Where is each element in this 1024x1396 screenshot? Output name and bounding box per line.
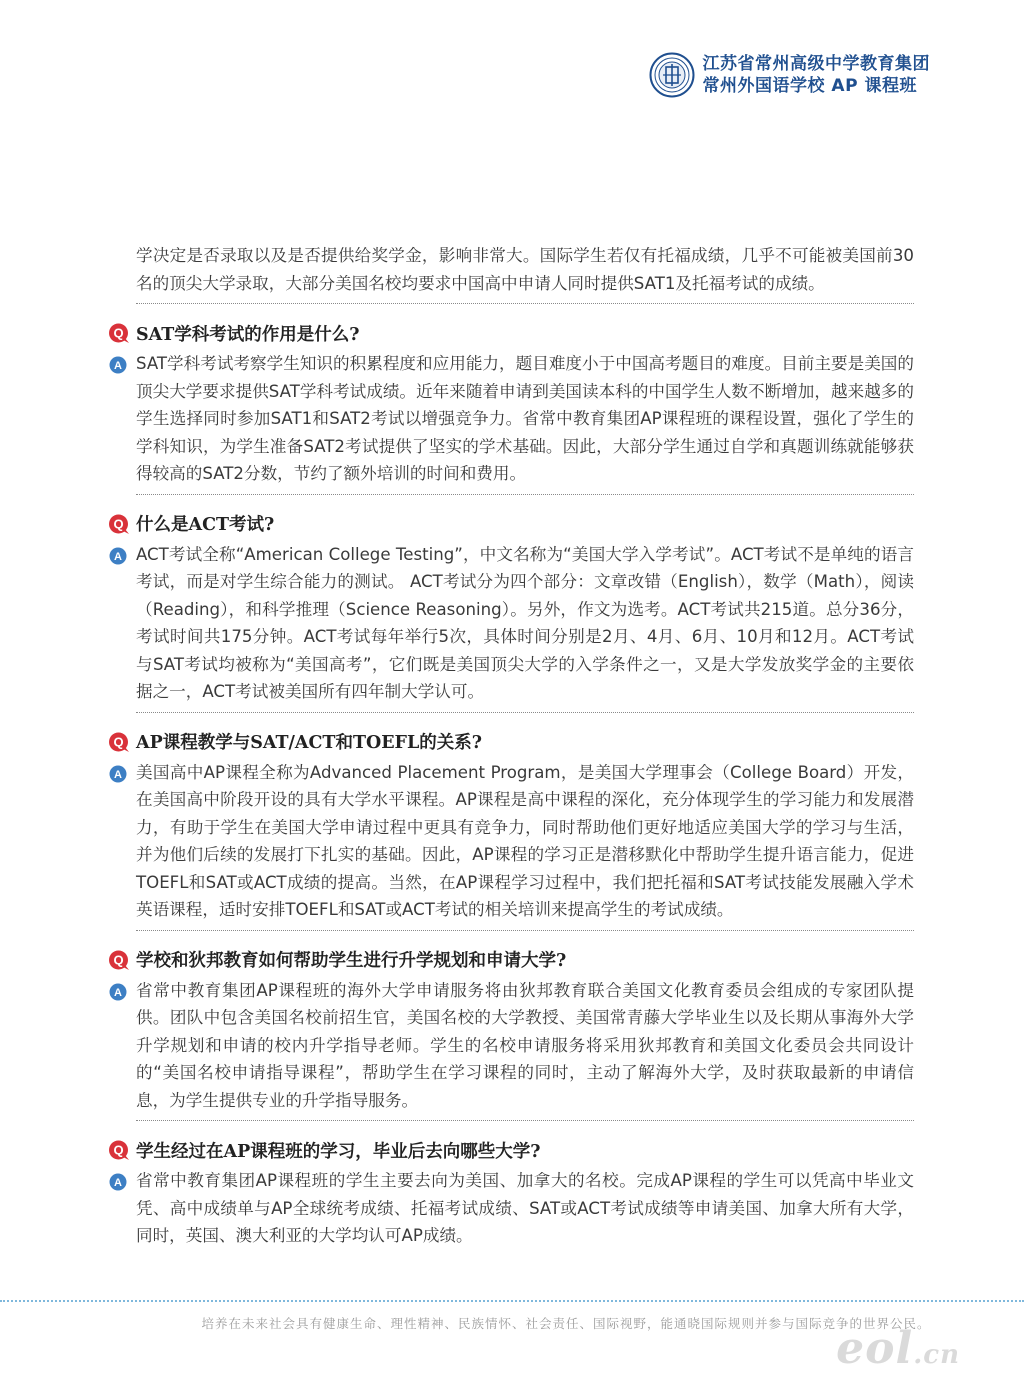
section-divider	[136, 930, 914, 931]
intro-paragraph: 学决定是否录取以及是否提供给奖学金，影响非常大。国际学生若仅有托福成绩，几乎不可能被美国前30名的顶尖大学录取，大部分美国名校均要求中国高中申请人同时提供SAT1及托福考试的成绩。	[136, 246, 914, 293]
qa-item	[108, 945, 914, 1115]
question-text: 学校和狄邦教育如何帮助学生进行升学规划和申请大学?	[136, 951, 567, 971]
footer-motto: 培养在未来社会具有健康生命、理性精神、民族情怀、社会责任、国际视野，能通晓国际规则并参与国际竞争的世界公民。	[201, 1316, 931, 1331]
question-text: AP课程教学与SAT/ACT和TOEFL的关系?	[136, 733, 483, 753]
header-title-line2: 常州外国语学校 AP 课程班	[702, 76, 917, 96]
section-divider	[136, 712, 914, 713]
svg-text:A: A	[114, 550, 122, 563]
svg-text:Q: Q	[113, 734, 124, 749]
svg-text:Q: Q	[113, 1142, 124, 1158]
footer-divider	[0, 1300, 1024, 1302]
answer-badge-icon	[108, 546, 130, 566]
svg-text:Q: Q	[113, 325, 124, 341]
question-badge-icon	[108, 731, 130, 753]
question-badge-icon	[108, 322, 130, 344]
watermark-text: eol	[836, 1323, 914, 1374]
header-title-line1: 江苏省常州高级中学教育集团	[702, 54, 930, 74]
watermark-suffix: .cn	[913, 1340, 960, 1370]
question-text: 什么是ACT考试?	[136, 515, 275, 535]
qa-item	[108, 1135, 914, 1250]
answer-badge-icon	[108, 982, 130, 1002]
answer-badge-icon	[108, 764, 130, 784]
answer-text: 美国高中AP课程全称为Advanced Placement Program，是美国大学理事会（College Board）开发，在美国高中阶段开设的具有大学水平课程。AP课程是高中课程的深化，充分体现学生的学习能力和发展潜力，有助于学生在美国大学申请过程中更具有竞争力，同时帮助他们更好地适应美国大学的学习与生活，并为他们后续的发展打下扎实的基础。因此，AP课程的学习正是潜移默化中帮助学生提升语言能力，促进TOEFL和SAT或ACT成绩的提高。当然，在AP课程学习过程中，我们把托福和SAT考试技能发展融入学术英语课程，适时安排TOEFL和SAT或ACT考试的相关培训来提高学生的考试成绩。	[136, 762, 914, 919]
section-divider	[136, 303, 914, 304]
section-divider	[136, 1120, 914, 1121]
svg-text:A: A	[114, 360, 122, 372]
answer-text: 省常中教育集团AP课程班的学生主要去向为美国、加拿大的名校。完成AP课程的学生可以凭高中毕业文凭、高中成绩单与AP全球统考成绩、托福考试成绩、SAT或ACT考试成绩等申请美国、加拿大所有大学，同时，英国、澳大利亚的大学均认可AP成绩。	[136, 1171, 914, 1245]
qa-item	[108, 318, 914, 488]
answer-badge-icon	[108, 355, 130, 375]
svg-text:A: A	[114, 768, 122, 781]
svg-text:Q: Q	[113, 952, 124, 967]
school-seal-icon	[649, 52, 695, 98]
qa-item	[108, 509, 914, 706]
svg-text:A: A	[114, 986, 122, 999]
answer-text: 省常中教育集团AP课程班的海外大学申请服务将由狄邦教育联合美国文化教育委员会组成的专家团队提供。团队中包含美国名校前招生官，美国名校的大学教授、美国常青藤大学毕业生以及长期从事海外大学升学规划和申请的校内升学指导老师。学生的名校申请服务将采用狄邦教育和美国文化委员会共同设计的“美国名校申请指导课程”，帮助学生在学习课程的同时，主动了解海外大学，及时获取最新的申请信息，为学生提供专业的升学指导服务。	[136, 980, 914, 1110]
question-badge-icon	[108, 513, 130, 535]
svg-text:A: A	[114, 1177, 122, 1189]
question-text: SAT学科考试的作用是什么?	[136, 324, 360, 345]
answer-text: ACT考试全称“American College Testing”，中文名称为“美国大学入学考试”。ACT考试不是单纯的语言考试，而是对学生综合能力的测试。 ACT考试分为四个部分：文章改错（English），数学（Math），阅读（Reading），和科学推理（Science Reasoning）。另外，作文为选考。ACT考试共215道。总分36分，考试时间共175分钟。ACT考试每年举行5次，具体时间分别是2月、4月、6月、10月和12月。ACT考试与SAT考试均被称为“美国高考”，它们既是美国顶尖大学的入学条件之一，又是大学发放奖学金的主要依据之一，ACT考试被美国所有四年制大学认可。	[136, 544, 914, 701]
question-badge-icon	[108, 1139, 130, 1161]
answer-badge-icon	[108, 1172, 130, 1192]
qa-item	[108, 727, 914, 924]
page-header	[649, 52, 931, 98]
section-divider	[136, 494, 914, 495]
main-content	[108, 242, 914, 1250]
question-text: 学生经过在AP课程班的学习，毕业后去向哪些大学?	[136, 1141, 541, 1162]
question-badge-icon	[108, 949, 130, 971]
site-watermark	[836, 1323, 960, 1374]
answer-text: SAT学科考试考察学生知识的积累程度和应用能力，题目难度小于中国高考题目的难度。目前主要是美国的顶尖大学要求提供SAT学科考试成绩。近年来随着申请到美国读本科的中国学生人数不断增加，越来越多的学生选择同时参加SAT1和SAT2考试以增强竞争力。省常中教育集团AP课程班的课程设置，强化了学生的学科知识，为学生准备SAT2考试提供了坚实的学术基础。因此，大部分学生通过自学和真题训练就能够获得较高的SAT2分数，节约了额外培训的时间和费用。	[136, 354, 914, 483]
svg-text:Q: Q	[113, 516, 124, 531]
